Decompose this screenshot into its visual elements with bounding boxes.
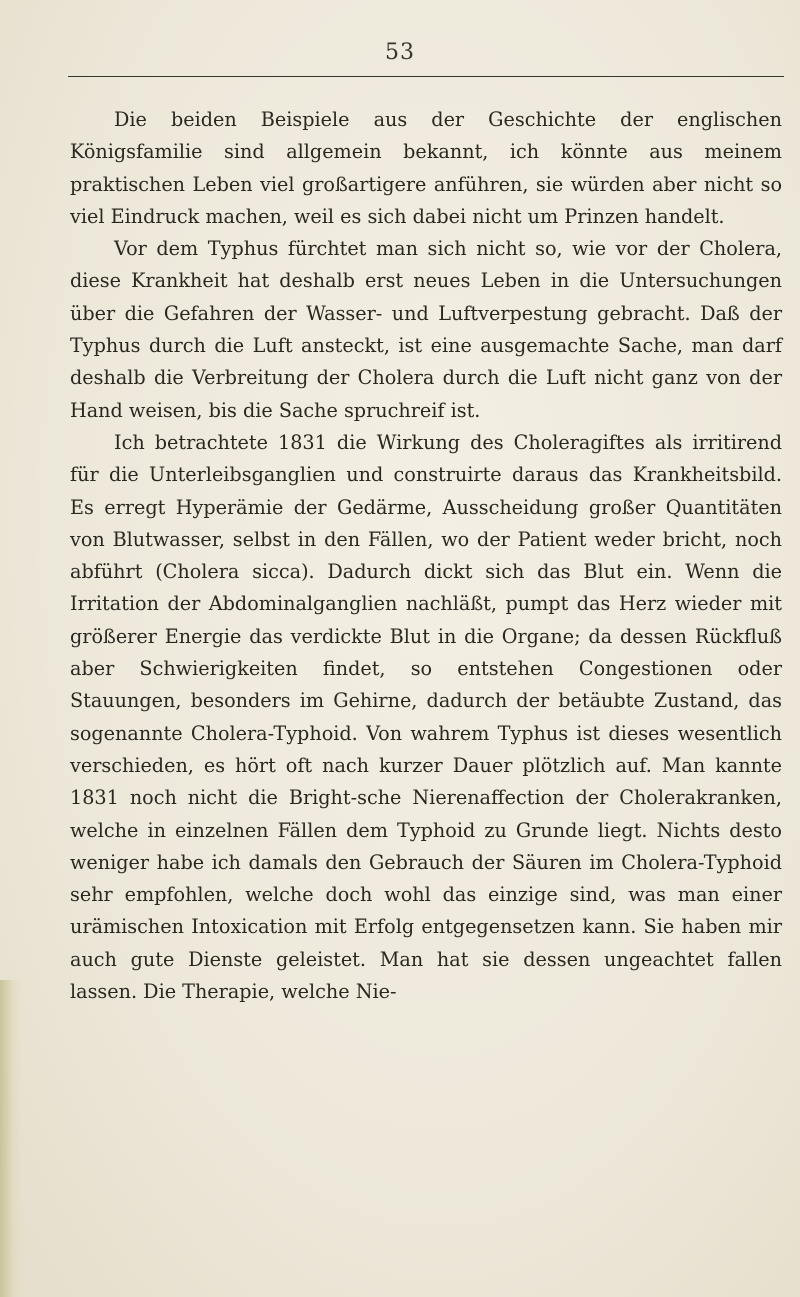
page-number: 53 bbox=[385, 40, 415, 65]
page-header bbox=[0, 40, 800, 65]
paragraph-royal-examples: Die beiden Beispiele aus der Geschichte der englischen Königsfamilie sind allgemein bekannt, ich könnte aus meinem praktischen Leben viel großartigere anführen, sie würden aber nicht so viel Eindruck machen, weil es sich dabei nicht um Prinzen handelt. bbox=[70, 108, 782, 228]
body-text bbox=[70, 104, 782, 1008]
paragraph-typhus-cholera: Vor dem Typhus fürchtet man sich nicht so, wie vor der Cholera, diese Krankheit hat deshalb erst neues Leben in die Untersuchungen über die Gefahren der Wasser- und Luftverpestung gebracht. Daß der Typhus durch die Luft ansteckt, ist eine ausgemachte Sache, man darf deshalb die Verbreitung der Cholera durch die Luft nicht ganz von der Hand weisen, bis die Sache spruchreif ist. bbox=[70, 237, 782, 422]
page-edge-stain bbox=[0, 980, 22, 1297]
header-rule bbox=[68, 76, 784, 77]
paragraph-cholera-poison: Ich betrachtete 1831 die Wirkung des Choleragiftes als irritirend für die Unterleibsganglien und construirte daraus das Krankheitsbild. Es erregt Hyperämie der Gedärme, Ausscheidung großer Quantitäten von Blutwasser, selbst in den Fällen, wo der Patient weder bricht, noch abführt (Cholera sicca). Dadurch dickt sich das Blut ein. Wenn die Irritation der Abdominalganglien nachläßt, pumpt das Herz wieder mit größerer Energie das verdickte Blut in die Organe; da dessen Rückfluß aber Schwierigkeiten findet, so entstehen Congestionen oder Stauungen, besonders im Gehirne, dadurch der betäubte Zustand, das sogenannte Cholera-Typhoid. Von wahrem Typhus ist dieses wesentlich verschieden, es hört oft nach kurzer Dauer plötzlich auf. Man kannte 1831 noch nicht die Bright-sche Nierenaffection der Cholerakranken, welche in einzelnen Fällen dem Typhoid zu Grunde liegt. Nichts desto weniger habe ich damals den Gebrauch der Säuren im Cholera-Typhoid sehr empfohlen, welche doch wohl das einzige sind, was man einer urämischen Intoxication mit Erfolg entgegensetzen kann. Sie haben mir auch gute Dienste geleistet. Man hat sie dessen ungeachtet fallen lassen. Die Therapie, welche Nie- bbox=[70, 430, 782, 1004]
